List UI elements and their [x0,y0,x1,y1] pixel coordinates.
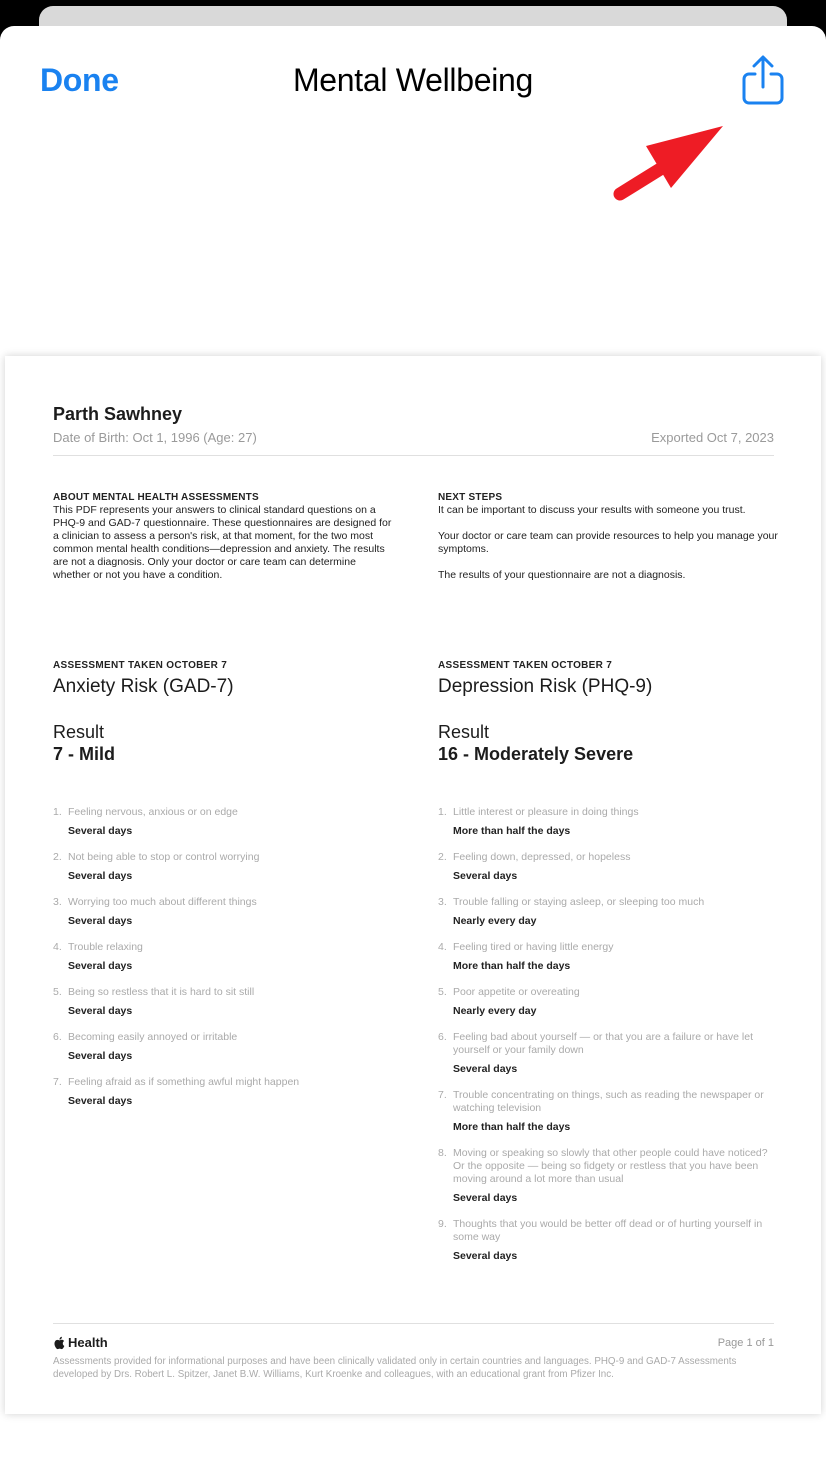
question-text: Trouble relaxing [68,941,143,953]
question-number: 5. [53,986,62,998]
footer-divider [53,1323,774,1324]
question-item [53,806,393,838]
question-number: 2. [438,851,447,863]
question-item [53,1031,393,1063]
question-item [438,1218,778,1263]
red-arrow-annotation-icon [608,126,733,206]
question-item [53,986,393,1018]
question-answer: Several days [68,915,133,927]
question-text: Poor appetite or overeating [453,986,580,998]
question-item [438,1031,778,1076]
anxiety-question-list [53,806,393,1121]
question-text: Feeling afraid as if something awful might happen [68,1076,300,1088]
next-steps-section [438,491,778,595]
question-item [438,851,778,883]
brand-label: Health [68,1335,108,1350]
next-steps-heading: NEXT STEPS [438,492,503,503]
question-text: Thoughts that you would be better off dead or of hurting yourself in some way [453,1218,763,1243]
depression-question-list [438,806,778,1276]
anxiety-assessment [53,659,393,765]
header-divider [53,455,774,456]
question-answer: Several days [453,870,518,882]
next-steps-paragraph: Your doctor or care team can provide resources to help you manage your symptoms. [438,530,778,555]
result-label: Result [438,722,490,742]
question-number: 2. [53,851,62,863]
result-value: 16 - Moderately Severe [438,744,634,764]
question-item [438,1089,778,1134]
question-number: 4. [438,941,447,953]
question-number: 6. [53,1031,62,1043]
about-body: This PDF represents your answers to clinical standard questions on a PHQ-9 and GAD-7 questionnaire. These questionnaires are designed for a clinician to assess a person's risk, at that moment, for the two most common mental health conditions—depression and anxiety. The results are not a diagnosis. Only your doctor or care team can determine whether or not you have a condition. [53,504,392,581]
question-answer: More than half the days [453,960,571,972]
question-text: Being so restless that it is hard to sit still [68,986,255,998]
question-answer: Several days [68,825,133,837]
question-text: Feeling nervous, anxious or on edge [68,806,238,818]
about-heading: ABOUT MENTAL HEALTH ASSESSMENTS [53,492,259,503]
question-item [438,896,778,928]
result-value: 7 - Mild [53,744,115,764]
page-title: Mental Wellbeing [292,62,534,98]
question-text: Little interest or pleasure in doing things [453,806,639,818]
question-answer: Several days [68,870,133,882]
question-number: 1. [438,806,447,818]
date-of-birth: Date of Birth: Oct 1, 1996 (Age: 27) [53,430,257,445]
page-number: Page 1 of 1 [717,1337,774,1349]
question-number: 7. [438,1089,447,1101]
pdf-page [5,356,821,1414]
depression-assessment [438,659,778,765]
question-number: 9. [438,1218,447,1230]
question-text: Not being able to stop or control worrying [68,851,260,863]
question-answer: More than half the days [453,1121,571,1133]
question-item [53,941,393,973]
question-number: 3. [53,896,62,908]
question-answer: Several days [453,1192,518,1204]
assessment-title: Depression Risk (PHQ-9) [438,676,653,697]
question-answer: Several days [68,1095,133,1107]
question-number: 1. [53,806,62,818]
question-text: Worrying too much about different things [68,896,257,908]
patient-name: Parth Sawhney [53,404,183,424]
question-text: Becoming easily annoyed or irritable [68,1031,238,1043]
question-item [438,941,778,973]
health-brand [53,1335,108,1350]
question-answer: Several days [453,1063,518,1075]
question-answer: Several days [68,1005,133,1017]
question-text: Trouble falling or staying asleep, or sleeping too much [453,896,705,908]
pdf-preview-sheet [0,26,826,1459]
question-item [53,896,393,928]
question-number: 6. [438,1031,447,1043]
question-answer: More than half the days [453,825,571,837]
footer-disclaimer: Assessments provided for informational purposes and have been clinically validated only in certain countries and languages. PHQ-9 and GAD-7 Assessments developed by Drs. Robert L. Spitzer, Janet B.W. Williams, Kurt Kroenke and colleagues, with an educational grant from Pfizer Inc. [53,1356,737,1380]
question-answer: Nearly every day [453,1005,537,1017]
question-text: Moving or speaking so slowly that other people could have noticed? Or the opposite — being so fidgety or restless that you have been moving around a lot more than usual [453,1147,768,1185]
question-text: Trouble concentrating on things, such as reading the newspaper or watching television [453,1089,764,1114]
apple-logo-icon [53,1336,65,1350]
question-number: 3. [438,896,447,908]
question-number: 7. [53,1076,62,1088]
question-answer: Nearly every day [453,915,537,927]
question-item [53,1076,393,1108]
question-item [438,986,778,1018]
question-number: 4. [53,941,62,953]
question-answer: Several days [453,1250,518,1262]
next-steps-paragraph: It can be important to discuss your results with someone you trust. [438,504,746,516]
share-icon [740,54,786,106]
question-item [438,806,778,838]
share-button[interactable] [740,54,786,106]
done-button[interactable]: Done [40,62,119,98]
question-text: Feeling tired or having little energy [453,941,614,953]
assessment-title: Anxiety Risk (GAD-7) [53,676,234,697]
assessment-date: ASSESSMENT TAKEN OCTOBER 7 [53,660,228,671]
about-section [53,491,393,595]
result-label: Result [53,722,105,742]
assessment-date: ASSESSMENT TAKEN OCTOBER 7 [438,660,613,671]
export-date: Exported Oct 7, 2023 [651,430,774,445]
question-answer: Several days [68,1050,133,1062]
question-text: Feeling down, depressed, or hopeless [453,851,631,863]
question-answer: Several days [68,960,133,972]
question-item [53,851,393,883]
question-text: Feeling bad about yourself — or that you are a failure or have let yourself or your family down [453,1031,754,1056]
question-number: 5. [438,986,447,998]
next-steps-paragraph: The results of your questionnaire are not a diagnosis. [438,569,686,581]
navigation-bar [0,26,826,136]
question-item [438,1147,778,1205]
question-number: 8. [438,1147,447,1159]
